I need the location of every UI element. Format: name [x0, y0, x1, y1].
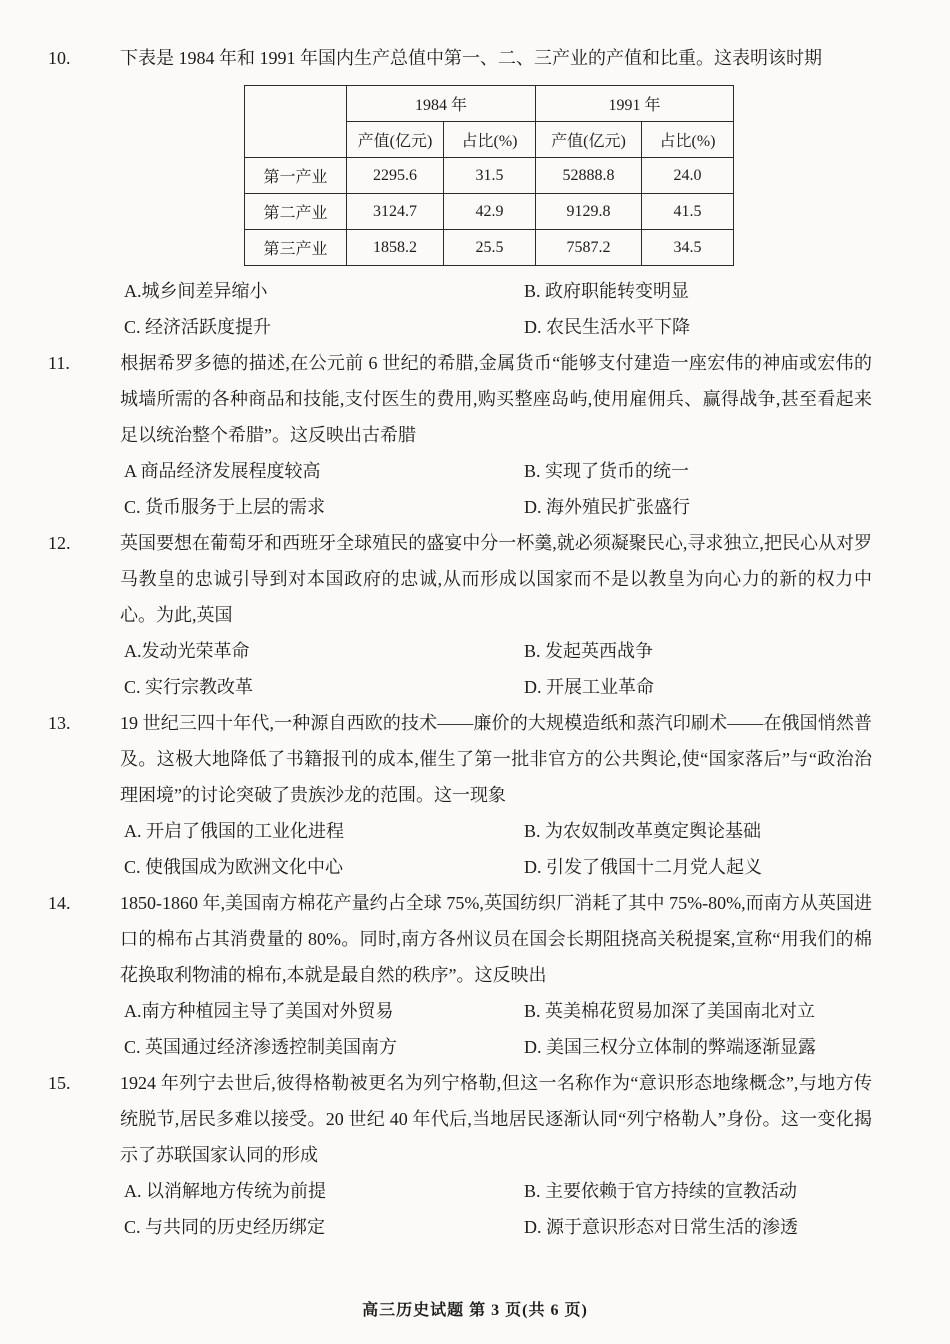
table-cell: 41.5 — [642, 194, 734, 230]
question-number: 10. — [48, 48, 71, 68]
question-number: 13. — [48, 713, 71, 733]
option-b: B. 主要依赖于官方持续的宣教活动 — [524, 1181, 798, 1201]
question-10 — [48, 40, 872, 345]
table-cell: 第一产业 — [245, 158, 347, 194]
option-b: B. 发起英西战争 — [524, 641, 654, 661]
options — [84, 453, 872, 525]
option-c: C. 经济活跃度提升 — [124, 317, 272, 337]
table-cell: 2295.6 — [347, 158, 444, 194]
page-footer: 高三历史试题 第 3 页(共 6 页) — [362, 1302, 588, 1319]
table-corner-cell — [245, 86, 347, 158]
question-stem — [48, 885, 872, 993]
option-d: D. 开展工业革命 — [524, 677, 654, 697]
table-row — [245, 230, 734, 266]
options — [84, 273, 872, 345]
table-cell: 7587.2 — [536, 230, 642, 266]
option-c: C. 与共同的历史经历绑定 — [124, 1217, 326, 1237]
question-stem — [48, 705, 872, 813]
table-cell: 24.0 — [642, 158, 734, 194]
question-text: 1924 年列宁去世后,彼得格勒被更名为列宁格勒,但这一名称作为“意识形态地缘概念”,与地方传统脱节,居民多难以接受。20 世纪 40 年代后,当地居民逐渐认同“列宁格勒人”身份。这一变化揭示了苏联国家认同的形成 — [120, 1073, 872, 1165]
industry-table-wrap — [244, 85, 872, 266]
table-cell: 第二产业 — [245, 194, 347, 230]
question-text: 19 世纪三四十年代,一种源自西欧的技术——廉价的大规模造纸和蒸汽印刷术——在俄国悄然普及。这极大地降低了书籍报刊的成本,催生了第一批非官方的公共舆论,使“国家落后”与“政治治理困境”的讨论突破了贵族沙龙的范围。这一现象 — [120, 713, 872, 805]
question-text: 下表是 1984 年和 1991 年国内生产总值中第一、二、三产业的产值和比重。这表明该时期 — [120, 48, 822, 68]
table-year-header-row — [245, 86, 734, 122]
question-number: 12. — [48, 533, 71, 553]
table-cell: 3124.7 — [347, 194, 444, 230]
question-stem — [48, 345, 872, 453]
question-14 — [48, 885, 872, 1065]
options — [84, 1173, 872, 1245]
question-12 — [48, 525, 872, 705]
options — [84, 633, 872, 705]
option-a: A 商品经济发展程度较高 — [124, 461, 321, 481]
question-number: 11. — [48, 353, 70, 373]
table-cell: 9129.8 — [536, 194, 642, 230]
options — [84, 993, 872, 1065]
option-a: A.城乡间差异缩小 — [124, 281, 268, 301]
industry-table — [244, 85, 734, 266]
option-a: A.发动光荣革命 — [124, 641, 250, 661]
table-year-1984: 1984 年 — [347, 86, 536, 122]
option-a: A. 开启了俄国的工业化进程 — [124, 821, 344, 841]
table-cell: 31.5 — [444, 158, 536, 194]
table-cell: 25.5 — [444, 230, 536, 266]
table-cell: 第三产业 — [245, 230, 347, 266]
question-text: 1850-1860 年,美国南方棉花产量约占全球 75%,英国纺织厂消耗了其中 75%-80%,而南方从英国进口的棉布占其消费量的 80%。同时,南方各州议员在国会长期阻挠高关税提案,宣称“用我们的棉花换取利物浦的棉布,本就是最自然的秩序”。这反映出 — [120, 893, 872, 985]
option-a: A. 以消解地方传统为前提 — [124, 1181, 326, 1201]
option-c: C. 实行宗教改革 — [124, 677, 254, 697]
question-11 — [48, 345, 872, 525]
table-year-1991: 1991 年 — [536, 86, 734, 122]
option-d: D. 源于意识形态对日常生活的渗透 — [524, 1217, 798, 1237]
question-number: 15. — [48, 1073, 71, 1093]
option-b: B. 为农奴制改革奠定舆论基础 — [524, 821, 762, 841]
table-subheader-cell: 占比(%) — [642, 122, 734, 158]
option-d: D. 农民生活水平下降 — [524, 317, 690, 337]
table-cell: 1858.2 — [347, 230, 444, 266]
option-d: D. 引发了俄国十二月党人起义 — [524, 857, 762, 877]
question-stem — [48, 525, 872, 633]
options — [84, 813, 872, 885]
option-b: B. 政府职能转变明显 — [524, 281, 690, 301]
question-number: 14. — [48, 893, 71, 913]
option-b: B. 英美棉花贸易加深了美国南北对立 — [524, 1001, 816, 1021]
question-stem — [48, 1065, 872, 1173]
option-a: A.南方种植园主导了美国对外贸易 — [124, 1001, 394, 1021]
table-cell: 52888.8 — [536, 158, 642, 194]
table-row — [245, 158, 734, 194]
option-d: D. 海外殖民扩张盛行 — [524, 497, 690, 517]
question-13 — [48, 705, 872, 885]
option-c: C. 英国通过经济渗透控制美国南方 — [124, 1037, 398, 1057]
option-c: C. 货币服务于上层的需求 — [124, 497, 326, 517]
option-d: D. 美国三权分立体制的弊端逐渐显露 — [524, 1037, 816, 1057]
option-c: C. 使俄国成为欧洲文化中心 — [124, 857, 344, 877]
question-text: 英国要想在葡萄牙和西班牙全球殖民的盛宴中分一杯羹,就必须凝聚民心,寻求独立,把民心从对罗马教皇的忠诚引导到对本国政府的忠诚,从而形成以国家而不是以教皇为向心力的新的权力中心。为此,英国 — [120, 533, 872, 625]
table-subheader-cell: 占比(%) — [444, 122, 536, 158]
question-stem — [48, 40, 872, 76]
question-15 — [48, 1065, 872, 1245]
table-cell: 42.9 — [444, 194, 536, 230]
table-subheader-cell: 产值(亿元) — [536, 122, 642, 158]
table-row — [245, 194, 734, 230]
question-text: 根据希罗多德的描述,在公元前 6 世纪的希腊,金属货币“能够支付建造一座宏伟的神庙或宏伟的城墙所需的各种商品和技能,支付医生的费用,购买整座岛屿,使用雇佣兵、赢得战争,甚至看起来足以统治整个希腊”。这反映出古希腊 — [120, 353, 872, 445]
option-b: B. 实现了货币的统一 — [524, 461, 690, 481]
table-subheader-cell: 产值(亿元) — [347, 122, 444, 158]
table-cell: 34.5 — [642, 230, 734, 266]
